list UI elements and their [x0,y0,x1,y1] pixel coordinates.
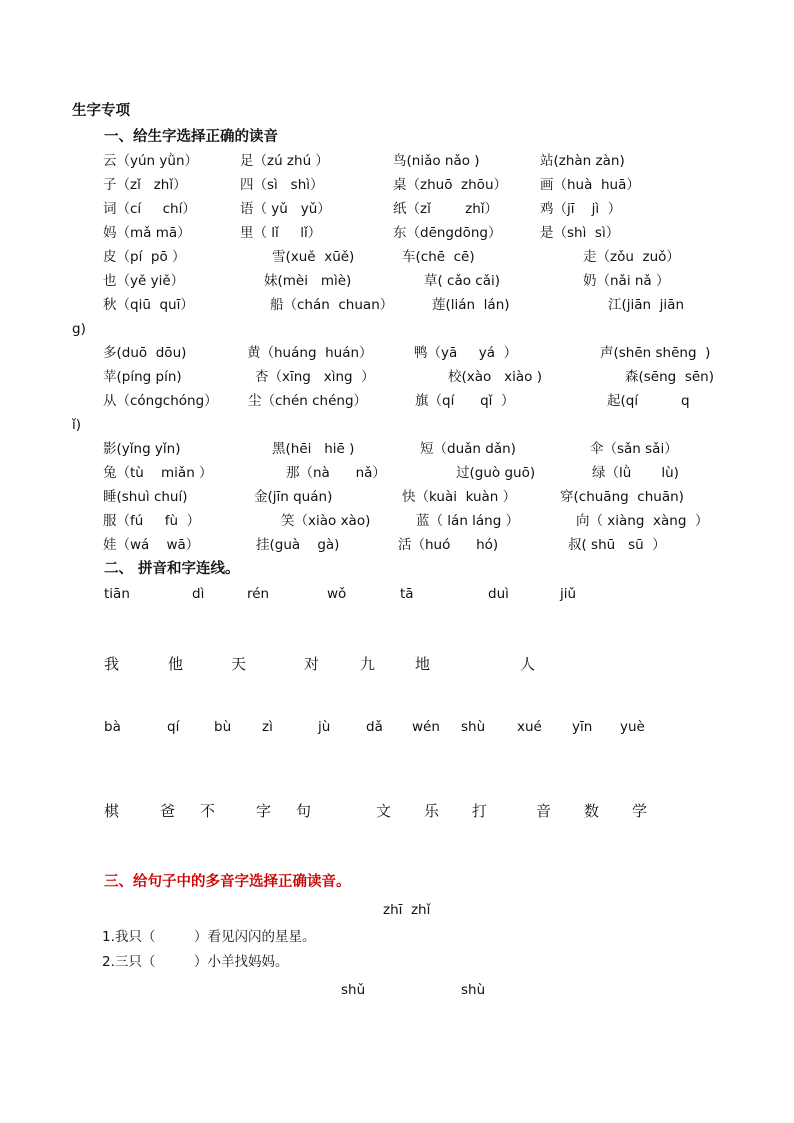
character-option: 文 [376,802,392,820]
reading-item: 妈（mǎ mā） [103,225,191,241]
reading-item: 金(jīn quán) [254,489,333,505]
reading-item: 云（yún yǜn） [103,153,198,169]
reading-item: 穿(chuāng chuān) [560,489,684,505]
reading-item: 短（duǎn dǎn) [420,441,516,457]
section2-heading: 二、 拼音和字连线。 [104,561,240,577]
character-option: 音 [536,802,552,820]
character-option: 不 [200,802,216,820]
pinyin-option: wén [412,719,440,735]
pinyin-option: duì [488,586,509,602]
question-1: 1.我只（ ）看见闪闪的星星。 [102,929,316,945]
character-option: 九 [360,655,376,673]
reading-item: 鸟(niǎo nǎo ) [393,153,480,169]
reading-item: 兔（tù miǎn ） [103,465,213,481]
character-option: 他 [168,655,184,673]
pinyin-option: jiǔ [560,586,577,602]
character-option: 地 [415,655,431,673]
section3-heading [104,873,351,891]
reading-item: 词（cí chí） [103,201,196,217]
character-option: 句 [296,802,312,820]
reading-item: 从（cóngchóng） [103,393,218,409]
reading-item: 草( cǎo cǎi) [424,273,501,289]
section1-heading: 一、给生字选择正确的读音 [104,129,278,145]
pinyin-option: dǎ [366,719,383,735]
reading-item: 江(jiān jiān [608,297,685,313]
hint-pinyin-2b: shù [461,982,486,998]
pinyin-option: shù [461,719,486,735]
reading-item: 苹(píng pín) [103,369,182,385]
pinyin-option: yuè [620,719,645,735]
reading-item: 莲(lián lán) [432,297,510,313]
character-option: 字 [256,802,272,820]
character-option: 打 [472,802,488,820]
character-option: 数 [584,802,600,820]
reading-item: 黄（huáng huán） [247,345,373,361]
reading-item: 向（ xiàng xàng ） [576,513,709,529]
pinyin-option: tiān [104,586,130,602]
reading-item: 那（nà nǎ） [286,465,386,481]
reading-item: 雪(xuě xūě) [272,249,355,265]
reading-item: 妹(mèi mìè) [264,273,352,289]
reading-item: 画（huà huā） [540,177,640,193]
reading-item: 纸（zǐ zhǐ） [393,201,499,217]
character-option: 爸 [160,802,176,820]
reading-item: 站(zhàn zàn) [540,153,625,169]
reading-item: 走（zǒu zuǒ） [583,249,680,265]
pinyin-option: bà [104,719,121,735]
pinyin-option: wǒ [327,586,347,602]
character-option: 人 [520,655,536,673]
reading-item: 活（huó hó) [398,537,499,553]
reading-item: 鸡（jī jì ） [540,201,622,217]
pinyin-option: dì [192,586,205,602]
reading-item: 子（zǐ zhǐ） [103,177,187,193]
reading-item: 黑(hēi hiē ) [272,441,355,457]
page-title: 生字专项 [72,103,130,119]
pinyin-option: zì [262,719,273,735]
reading-item: 校(xào xiào ) [448,369,542,385]
wrapped-line-fragment: g) [72,321,86,337]
reading-item: 东（dēngdōng） [393,225,502,241]
pinyin-option: xué [517,719,542,735]
reading-item: 快（kuài kuàn ） [402,489,517,505]
reading-item: 里（ lǐ lǐ） [240,225,322,241]
reading-item: 也（yě yiě） [103,273,185,289]
character-option: 棋 [104,802,120,820]
reading-item: 伞（sǎn sǎi） [590,441,678,457]
reading-item: 语（ yǔ yǔ） [240,201,331,217]
reading-item: 多(duō dōu) [103,345,187,361]
wrapped-line-fragment: ǐ) [72,417,82,433]
reading-item: 挂(guà gà) [256,537,340,553]
reading-item: 蓝（ lán láng ） [416,513,520,529]
pinyin-option: jù [318,719,331,735]
pinyin-option: rén [247,586,270,602]
pinyin-option: bù [214,719,232,735]
reading-item: 足（zú zhú ） [240,153,329,169]
hint-pinyin-1: zhī zhǐ [383,902,431,918]
reading-item: 船（chán chuan） [270,297,394,313]
reading-item: 娃（wá wā） [103,537,200,553]
reading-item: 旗（qí qǐ ） [415,393,515,409]
reading-item: 杏（xīng xìng ） [255,369,375,385]
pinyin-option: tā [400,586,414,602]
reading-item: 秋（qiū quī） [103,297,194,313]
reading-item: 尘（chén chéng） [248,393,368,409]
reading-item: 睡(shuì chuí) [103,489,188,505]
reading-item: 声(shēn shēng ) [600,345,711,361]
reading-item: 影(yǐng yǐn) [103,441,181,457]
question-2: 2.三只（ ）小羊找妈妈。 [102,954,289,970]
character-option: 对 [304,655,320,673]
reading-item: 过(guò guō) [456,465,536,481]
character-option: 天 [231,655,247,673]
reading-item: 鸭（yā yá ） [414,345,518,361]
section3-heading-text: 三、给句子中的多音字选择正确读音。 [104,874,351,890]
reading-item: 车(chē cē) [402,249,475,265]
reading-item: 绿（lǜ lù) [592,465,679,481]
reading-item: 起(qí q [607,393,690,409]
reading-item: 服（fú fù ） [103,513,201,529]
reading-item: 桌（zhuō zhōu） [393,177,507,193]
character-option: 乐 [424,802,440,820]
reading-item: 森(sēng sēn) [625,369,714,385]
pinyin-option: yīn [572,719,593,735]
reading-item: 叔( shū sū ） [568,537,666,553]
reading-item: 奶（nǎi nǎ ） [583,273,670,289]
pinyin-option: qí [167,719,180,735]
reading-item: 笑（xiào xào) [281,513,371,529]
reading-item: 四（sì shì） [240,177,324,193]
reading-item: 是（shì sì） [540,225,620,241]
character-option: 我 [104,655,120,673]
hint-pinyin-2a: shǔ [341,982,366,998]
reading-item: 皮（pí pō ） [103,249,186,265]
character-option: 学 [632,802,648,820]
